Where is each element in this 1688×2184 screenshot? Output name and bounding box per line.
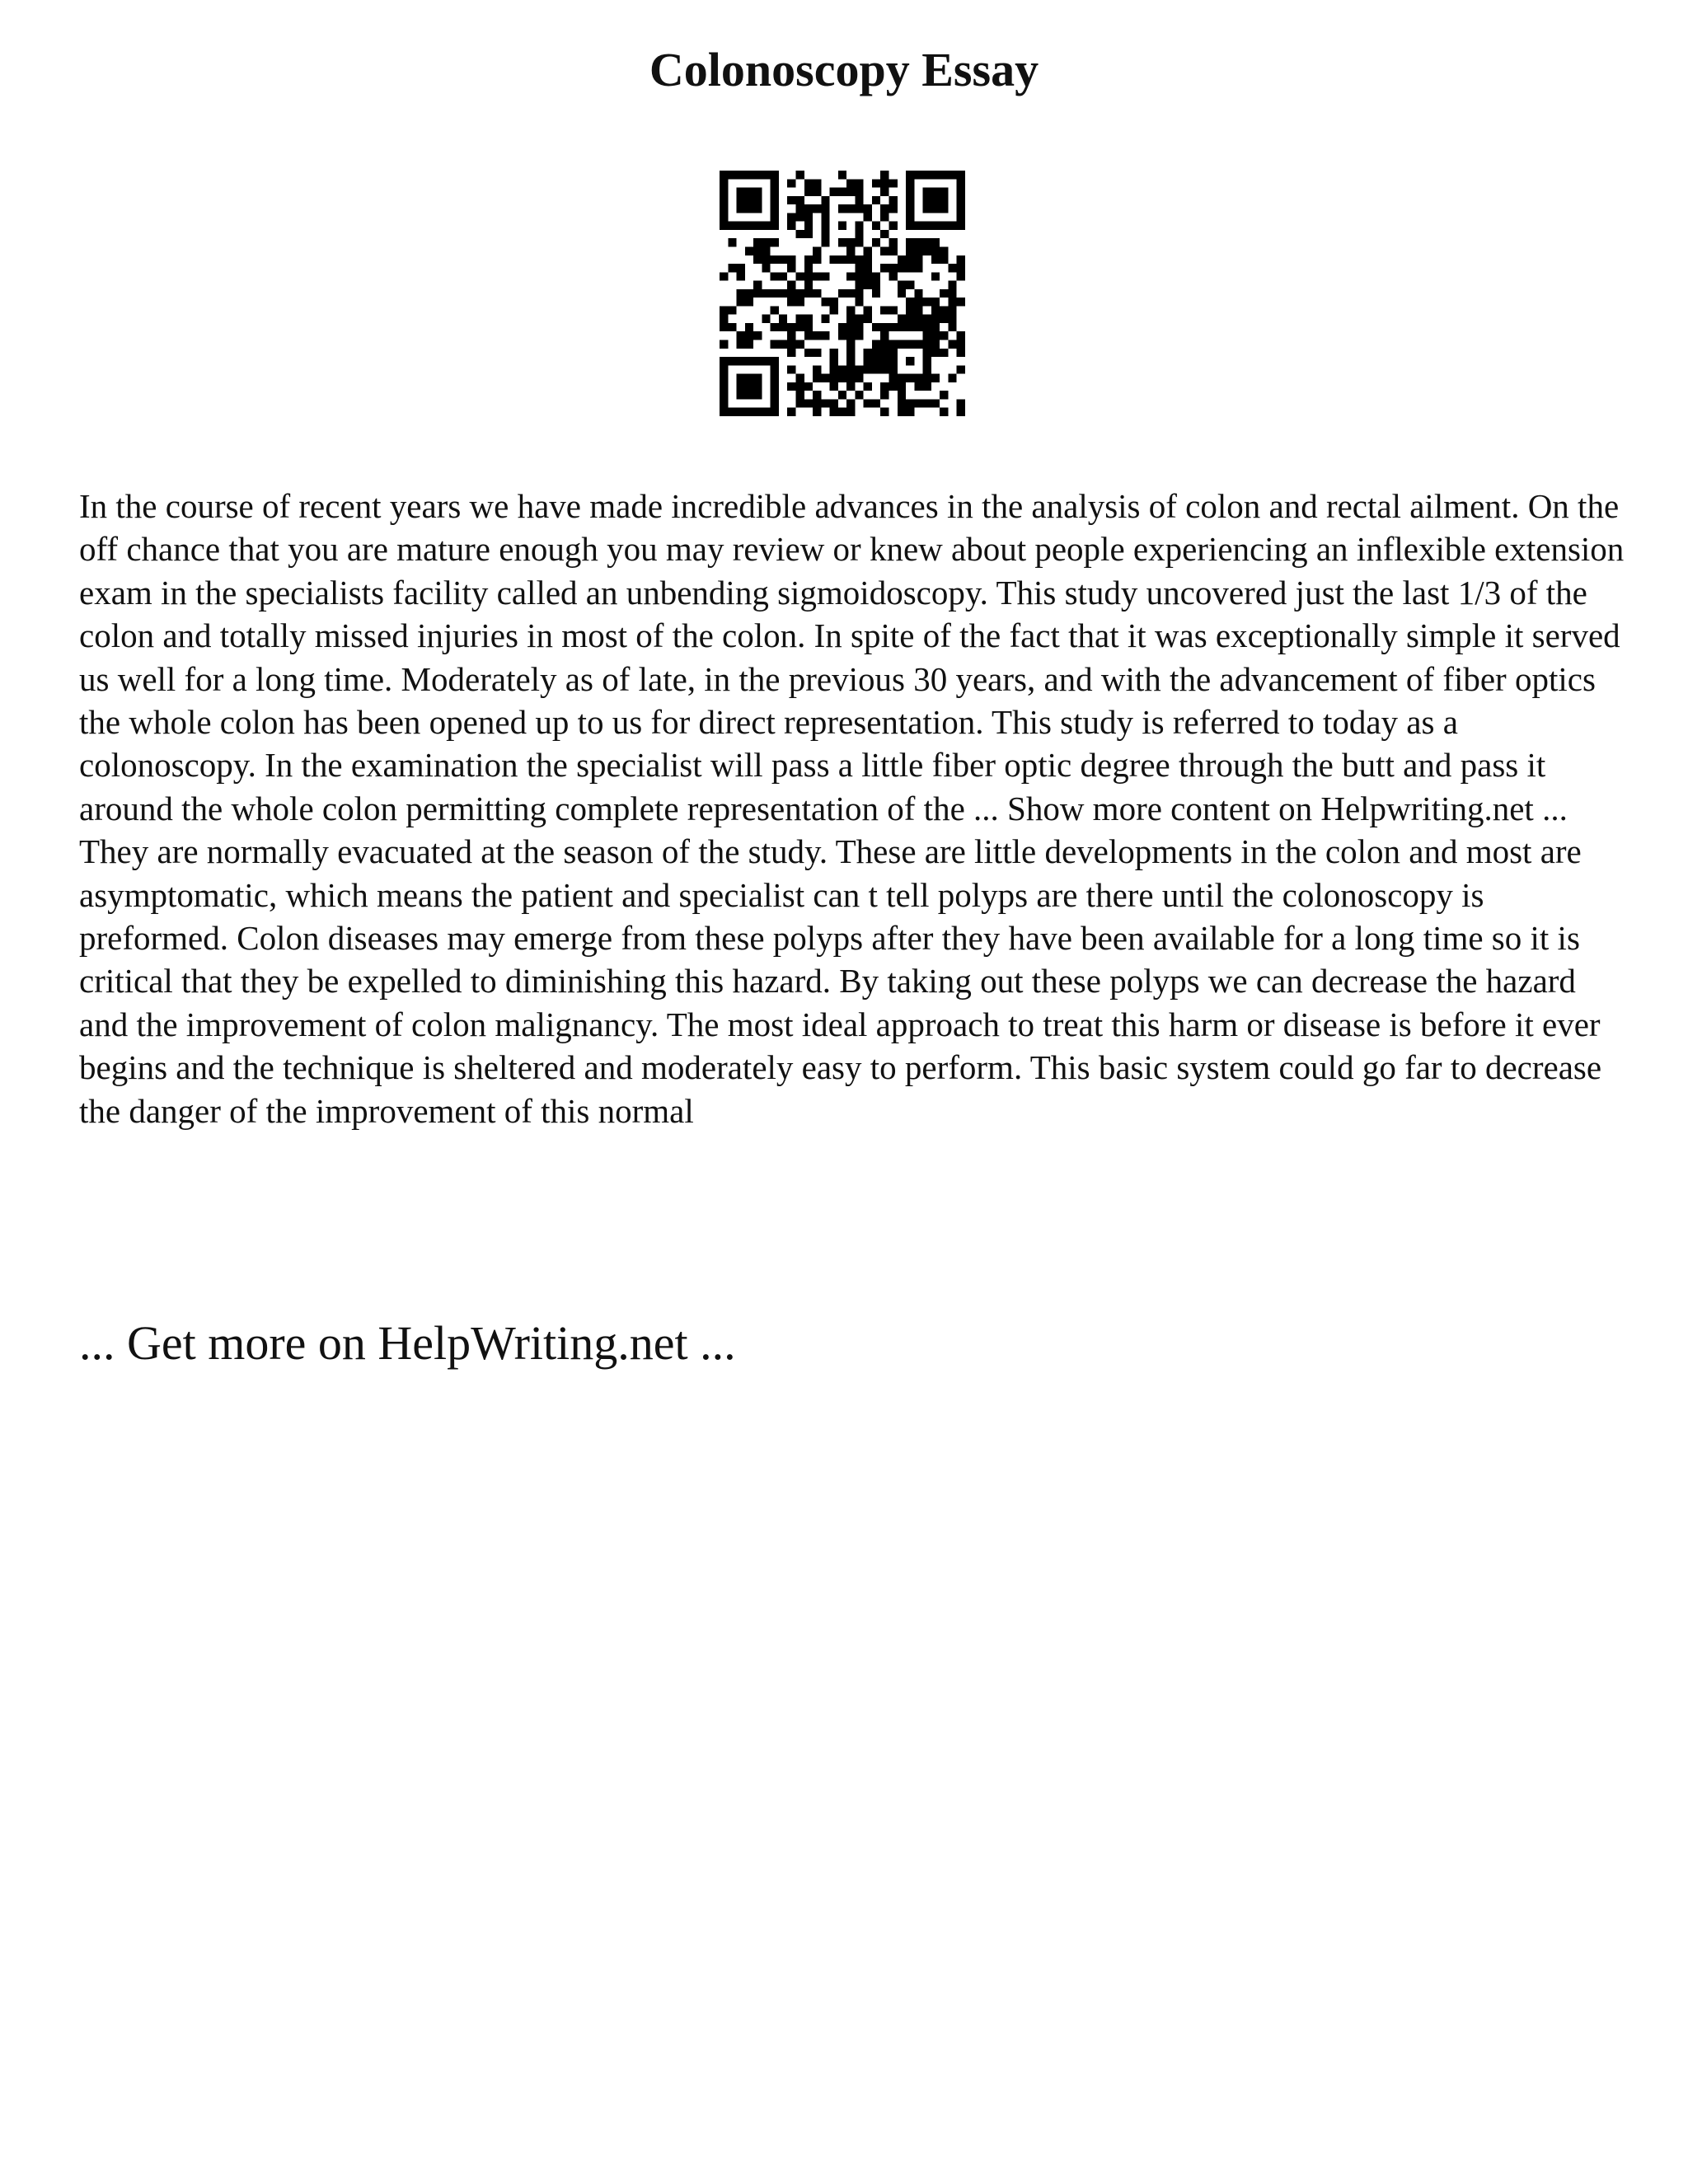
- get-more-link[interactable]: ... Get more on HelpWriting.net ...: [79, 1316, 736, 1370]
- qr-code-icon: [720, 171, 965, 416]
- essay-paragraph-2: They are normally evacuated at the season of the study. These are little developments in the colon and most are asymptomatic, which means the patient and specialist can t tell polyps are there until the colonoscopy is preformed. Colon diseases may emerge from these polyps after they have been available for a long time so it is critical that they be expelled to diminishing this hazard. By taking out these polyps we can decrease the hazard and the improvement of colon malignancy. The most ideal approach to treat this harm or disease is before it ever begins and the technique is sheltered and moderately easy to perform. This basic system could go far to decrease the danger of the improvement of this normal: [79, 832, 1602, 1130]
- essay-body: [79, 485, 1629, 1132]
- qr-code: [720, 171, 965, 416]
- page-title: Colonoscopy Essay: [649, 43, 1039, 96]
- essay-paragraph-1: In the course of recent years we have made incredible advances in the analysis of colon and rectal ailment. On the off chance that you are mature enough you may review or knew about people experiencing an inflexible extension exam in the specialists facility called an unbending sigmoidoscopy. This study uncovered just the last 1/3 of the colon and totally missed injuries in most of the colon. In spite of the fact that it was exceptionally simple it served us well for a long time. Moderately as of late, in the previous 30 years, and with the advancement of fiber optics the whole colon has been opened up to us for direct representation. This study is referred to today as a colonoscopy. In the examination the specialist will pass a little fiber optic degree through the butt and pass it around the whole colon permitting complete representation of the ... Show more content on Helpwriting.net ...: [79, 487, 1625, 827]
